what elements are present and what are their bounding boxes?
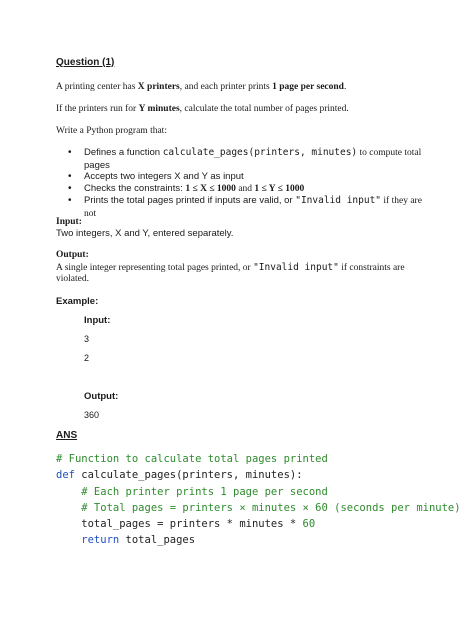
input-label: Input: [56, 217, 82, 227]
bullet-3-constraint-y: 1 ≤ Y ≤ 1000 [254, 183, 305, 194]
code-line-6: total_pages [119, 534, 196, 547]
output-label: Output: [56, 250, 89, 260]
example-input-value-1: 3 [84, 334, 90, 344]
bullet-1-text-end: to compute total [357, 148, 422, 158]
p2-bold-minutes: Y minutes [138, 104, 180, 114]
code-return-keyword: return [56, 534, 120, 547]
bullet-4-code: "Invalid input" [295, 195, 382, 206]
code-line-5: total_pages = printers * minutes * [56, 518, 303, 531]
p2-text-end: , calculate the total number of pages printed. [179, 104, 349, 114]
question-paragraph-2 [56, 104, 349, 114]
list-item [64, 147, 424, 171]
list-item [64, 195, 424, 220]
code-line-2: calculate_pages(printers, minutes): [74, 469, 303, 482]
output-description-continuation: violated. [56, 274, 89, 284]
bullet-4-text-end: if they are not [84, 196, 422, 219]
code-line-1: # Function to calculate total pages printed [56, 453, 328, 465]
output-description [56, 262, 405, 273]
p1-text: A printing center has [56, 82, 138, 92]
example-input-label: Input: [84, 315, 111, 326]
bullet-3-constraint-x: 1 ≤ X ≤ 1000 [185, 183, 236, 194]
p1-text-mid: , and each printer prints [179, 82, 273, 92]
list-item [64, 183, 424, 196]
bullet-3-and: and [235, 183, 255, 194]
p1-text-end: . [343, 82, 347, 92]
example-input-value-2: 2 [84, 353, 90, 363]
example-output-value: 360 [84, 410, 100, 420]
p1-bold-printers: X printers [137, 82, 180, 92]
p1-bold-rate: 1 page per second [272, 82, 344, 92]
bullet-1-text: Defines a function [84, 147, 163, 158]
code-block [56, 451, 461, 549]
output-text: A single integer representing total pages printed, or [56, 263, 254, 273]
example-output-label: Output: [84, 391, 119, 402]
example-label: Example: [56, 296, 99, 307]
input-description: Two integers, X and Y, entered separately. [56, 228, 234, 239]
bullet-4-text: Prints the total pages printed if inputs are valid, or [84, 195, 296, 206]
question-paragraph-3: Write a Python program that: [56, 126, 167, 136]
list-item: • Accepts two integers X and Y as input [64, 171, 424, 183]
question-paragraph-1 [56, 82, 346, 92]
code-def-keyword: def [56, 469, 75, 482]
bullet-1-continuation: pages [84, 159, 110, 171]
requirements-list [64, 147, 424, 220]
code-line-3: # Each printer prints 1 page per second [56, 485, 328, 498]
bullet-1-code: calculate_pages(printers, minutes) [162, 147, 358, 158]
code-number-60: 60 [302, 518, 316, 531]
code-line-4: # Total pages = printers × minutes × 60 (seconds per minute) [56, 501, 461, 514]
ans-label: ANS [56, 430, 78, 441]
output-code: "Invalid input" [253, 262, 339, 273]
p2-text: If the printers run for [56, 104, 139, 114]
question-title: Question (1) [56, 57, 115, 68]
bullet-3-text: Checks the constraints: [84, 182, 186, 194]
output-text-end: if constraints are [338, 263, 405, 273]
